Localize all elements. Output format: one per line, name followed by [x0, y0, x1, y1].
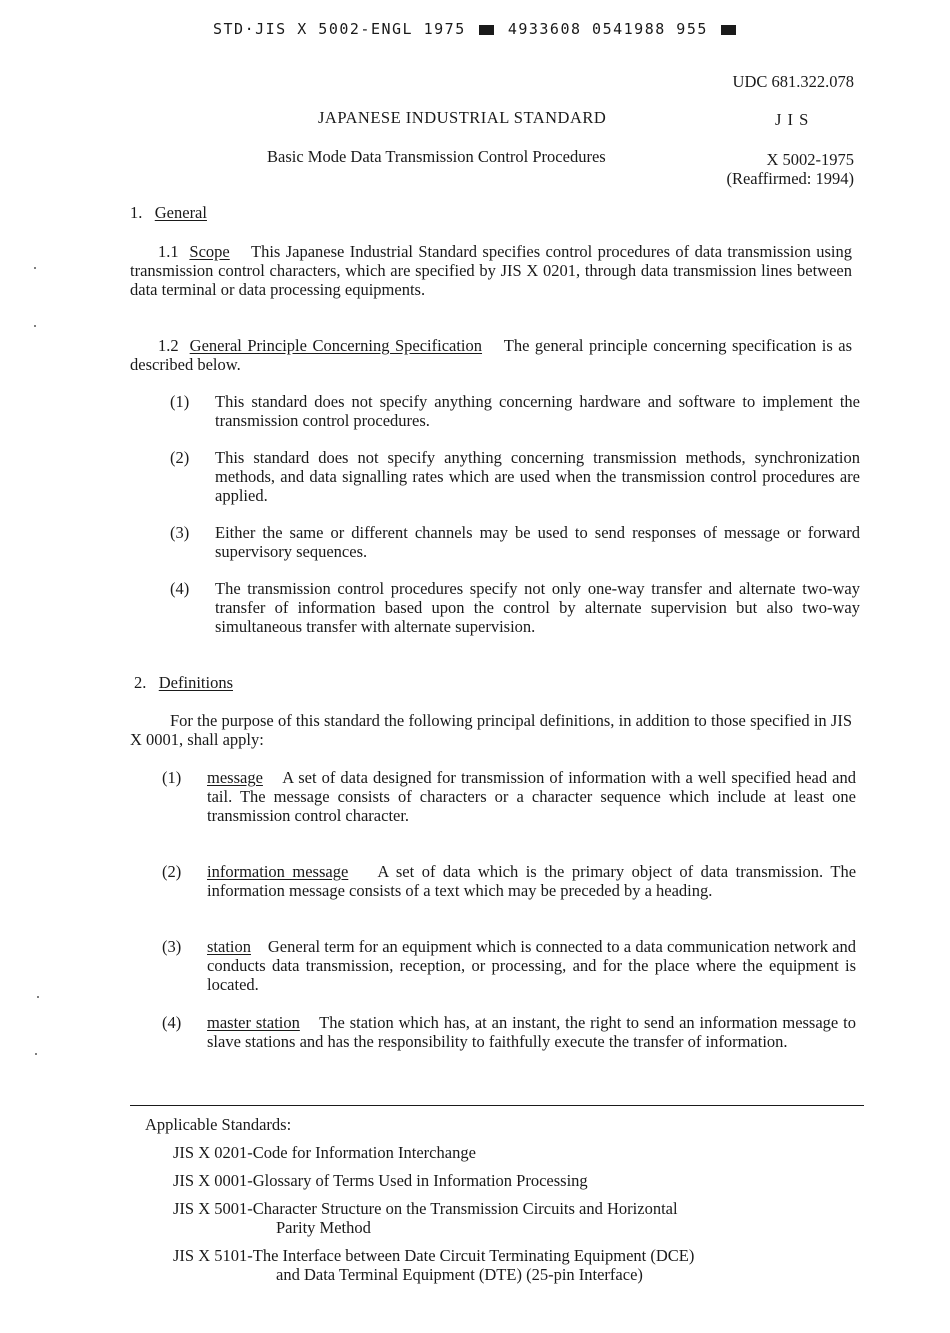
section-number: 2.: [134, 673, 147, 692]
scan-speck: [34, 267, 36, 269]
scan-speck: [37, 996, 39, 998]
item-number: (4): [170, 579, 190, 598]
document-header-code: [213, 20, 739, 39]
applicable-standard: [173, 1246, 873, 1284]
applicable-standard: [173, 1143, 873, 1162]
section-heading-general: [130, 203, 207, 222]
applicable-standard: [173, 1199, 873, 1237]
list-item: [170, 392, 860, 430]
item-number: (2): [162, 862, 182, 881]
standard-title: Code for Information Interchange: [252, 1143, 476, 1162]
item-number: (1): [170, 392, 190, 411]
jis-mark: J I S: [775, 110, 810, 129]
list-item: [170, 448, 860, 505]
udc-number: UDC 681.322.078: [732, 72, 854, 91]
item-text: This standard does not specify anything concerning transmission methods, synchronization methods, and data signalling rates which are used when the transmission control procedures are applied.: [215, 448, 860, 505]
standard-code: JIS X 5001-: [173, 1199, 253, 1218]
standard-code: JIS X 0001-: [173, 1171, 253, 1190]
header-code-b: 4933608 0541988 955: [507, 20, 708, 38]
clause-text: This Japanese Industrial Standard specifies control procedures of data transmission using transmission control characters, which are specified by JIS X 0201, through data transmission lines between data terminal or data processing equipments.: [130, 242, 852, 299]
clause-title: Scope: [189, 242, 230, 261]
list-item: [170, 523, 860, 561]
section-heading-definitions: [134, 673, 233, 692]
scope-paragraph: [130, 242, 852, 299]
standard-title-continued: and Data Terminal Equipment (DTE) (25-pin Interface): [276, 1265, 643, 1284]
definition-item: [162, 862, 856, 900]
standard-title: Character Structure on the Transmission Circuits and Horizontal: [252, 1199, 678, 1218]
definition-term: information message: [207, 862, 349, 881]
item-number: (2): [170, 448, 190, 467]
definitions-intro: For the purpose of this standard the following principal definitions, in addition to those specified in JIS X 0001, shall apply:: [130, 711, 852, 749]
standard-title-continued: Parity Method: [276, 1218, 371, 1237]
standard-title: The Interface between Date Circuit Terminating Equipment (DCE): [252, 1246, 695, 1265]
section-title: Definitions: [158, 673, 233, 692]
scan-speck: [35, 1053, 37, 1055]
item-text: The transmission control procedures specify not only one-way transfer and alternate two-way transfer of information based upon the control by alternate supervision but also two-way simultaneous transfer with alternate supervision.: [215, 579, 860, 636]
definition-item: [162, 937, 856, 994]
applicable-standards-label: Applicable Standards:: [145, 1115, 292, 1134]
definition-item: [162, 768, 856, 825]
page-title: JAPANESE INDUSTRIAL STANDARD: [318, 108, 607, 127]
principle-paragraph: [130, 336, 852, 374]
item-number: (1): [162, 768, 182, 787]
definition-term: station: [207, 937, 251, 956]
clause-number: 1.1: [158, 242, 179, 261]
header-code-a: STD·JIS X 5002-ENGL 1975: [213, 20, 466, 38]
standard-code: JIS X 5101-: [173, 1246, 253, 1265]
applicable-standard: [173, 1171, 873, 1190]
definition-term: message: [207, 768, 263, 787]
section-title: General: [154, 203, 207, 222]
definition-text: A set of data which is the primary object of data transmission. The information message consists of a text which may be preceded by a heading.: [207, 862, 857, 900]
standard-number: X 5002-1975: [766, 150, 854, 169]
definition-term: master station: [207, 1013, 300, 1032]
definition-text: General term for an equipment which is connected to a data communication network and conducts data transmission, reception, or processing, and for the place where the equipment is located.: [207, 937, 857, 994]
list-item: [170, 579, 860, 636]
definition-text: A set of data designed for transmission of information with a well specified head and tail. The message consists of characters or a character sequence which include at least one transmission control character.: [207, 768, 857, 825]
item-text: Either the same or different channels may be used to send responses of message or forward supervisory sequences.: [215, 523, 860, 561]
redaction-block-icon: [479, 25, 494, 35]
redaction-block-icon: [721, 25, 736, 35]
item-number: (4): [162, 1013, 182, 1032]
reaffirmed-note: (Reaffirmed: 1994): [726, 169, 854, 188]
item-number: (3): [170, 523, 190, 542]
clause-text: The general principle concerning specification is as described below.: [130, 336, 853, 374]
clause-number: 1.2: [158, 336, 179, 355]
definition-text: The station which has, at an instant, the right to send an information message to slave stations and has the responsibility to faithfully execute the transfer of information.: [207, 1013, 856, 1051]
clause-title: General Principle Concerning Specification: [189, 336, 483, 355]
section-number: 1.: [130, 203, 143, 222]
footnote-divider: [130, 1105, 864, 1106]
standard-code: JIS X 0201-: [173, 1143, 253, 1162]
document-subtitle: Basic Mode Data Transmission Control Procedures: [267, 147, 606, 166]
item-text: This standard does not specify anything concerning hardware and software to implement the transmission control procedures.: [215, 392, 860, 430]
item-number: (3): [162, 937, 182, 956]
standard-title: Glossary of Terms Used in Information Processing: [252, 1171, 588, 1190]
definition-item: [162, 1013, 856, 1051]
scan-speck: [34, 325, 36, 327]
